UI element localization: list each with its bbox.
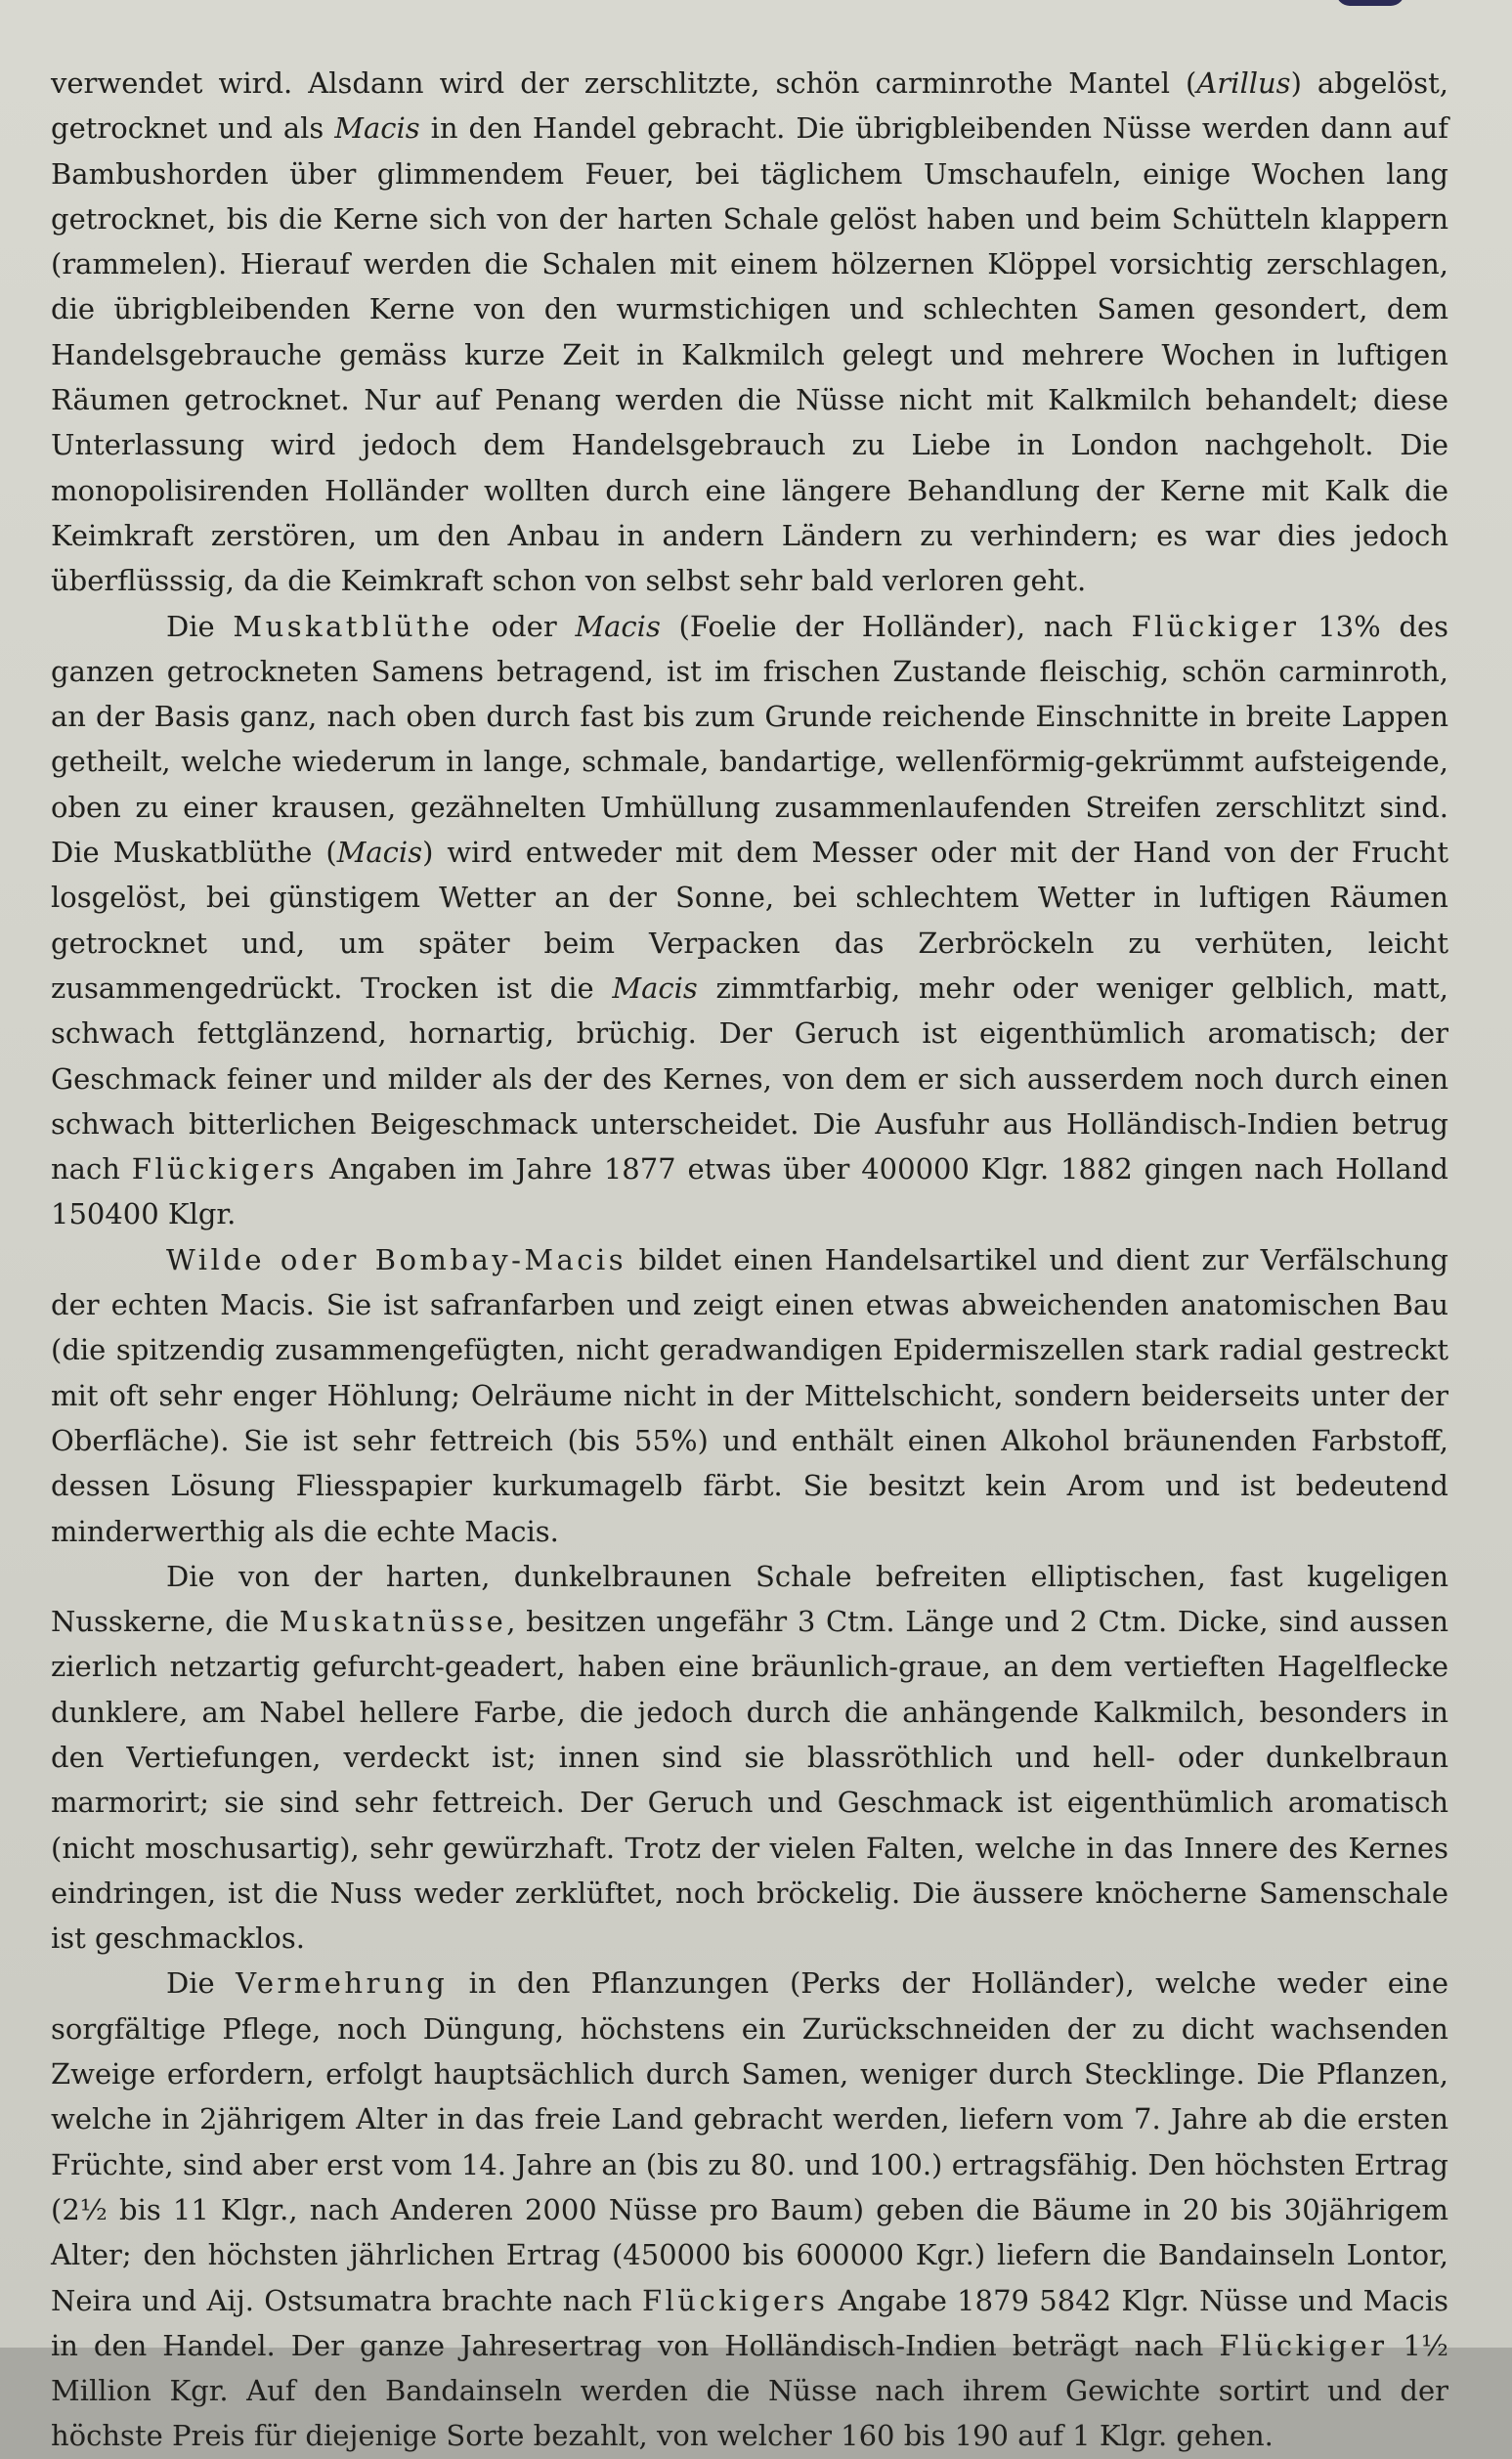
paragraph: [51, 1237, 1448, 1554]
italic-term: Arillus: [1196, 66, 1291, 100]
page-text: [51, 61, 1448, 2459]
spaced-term: Vermehrung: [236, 1966, 449, 2001]
text-run: Die von der harten, dunkelbraunen Schale befreiten elliptischen, fast kugeligen Nusskerne, die: [51, 1559, 1448, 1639]
italic-term: Macis: [334, 111, 420, 146]
paragraph: [51, 1961, 1448, 2458]
spaced-term: Flückiger: [1131, 609, 1300, 643]
corner-mark: [1336, 0, 1404, 6]
text-run: 13% des ganzen getrockneten Samens betragend, ist im frischen Zustande fleischig, schön carminroth, an der Basis ganz, nach oben durch fast bis zum Grunde reichende Einschnitte in breite Lappen getheilt, welche wiederum in lange, schmale, bandartige, wellenförmig-gekrümmt aufsteigende, oben zu einer krausen, gezähnelten Umhüllung zusammenlaufenden Streifen zerschlitzt sind. Die Muskatblüthe (: [51, 609, 1449, 870]
text-run: (Foelie der Holländer), nach: [660, 609, 1132, 643]
text-run: 1½ Million Kgr. Auf den Bandainseln werden die Nüsse nach ihrem Gewichte sortirt und der höchste Preis für diejenige Sorte bezahlt, von welcher 160 bis 190 auf 1 Klgr. gehen.: [51, 2328, 1449, 2453]
text-run: Angabe 1879 5842 Klgr. Nüsse und Macis in den Handel. Der ganze Jahresertrag von Holländisch-Indien beträgt nach: [51, 2283, 1448, 2362]
paragraph: [51, 604, 1448, 1237]
italic-term: Macis: [336, 836, 423, 870]
text-run: , besitzen ungefähr 3 Ctm. Länge und 2 Ctm. Dicke, sind aussen zierlich netzartig gefurcht-geadert, haben eine bräunlich-graue, an dem vertieften Hagelflecke dunklere, am Nabel hellere Farbe, die jedoch durch die anhängende Kalkmilch, besonders in den Vertiefungen, verdeckt ist; innen sind sie blassröthlich und hell- oder dunkelbraun marmorirt; sie sind sehr fettreich. Der Geruch und Geschmack ist eigenthümlich aromatisch (nicht moschusartig), sehr gewürzhaft. Trotz der vielen Falten, welche in das Innere des Kernes eindringen, ist die Nuss weder zerklüftet, noch bröckelig. Die äussere knöcherne Samenschale ist geschmacklos.: [51, 1605, 1448, 1956]
text-run: verwendet wird. Alsdann wird der zerschlitzte, schön carminrothe Mantel (: [51, 66, 1197, 100]
spaced-term: Wilde oder Bombay-Macis: [166, 1242, 627, 1276]
text-run: Angaben im Jahre 1877 etwas über 400000 Klgr. 1882 gingen nach Holland 150400 Klgr.: [51, 1152, 1448, 1231]
text-run: bildet einen Handelsartikel und dient zur Verfälschung der echten Macis. Sie ist safranfarben und zeigt einen etwas abweichenden anatomischen Bau (die spitzendig zusammengefügten, nicht geradwandigen Epidermiszellen stark radial gestreckt mit oft sehr enger Höhlung; Oelräume nicht in der Mittelschicht, sondern beiderseits unter der Oberfläche). Sie ist sehr fettreich (bis 55%) und enthält einen Alkohol bräunenden Farbstoff, dessen Lösung Fliesspapier kurkumagelb färbt. Sie besitzt kein Arom und ist bedeutend minderwerthig als die echte Macis.: [51, 1242, 1448, 1548]
text-run: in den Handel gebracht. Die übrigbleibenden Nüsse werden dann auf Bambushorden über glimmendem Feuer, bei täglichem Umschaufeln, einige Wochen lang getrocknet, bis die Kerne sich von der harten Schale gelöst haben und beim Schütteln klappern (rammelen). Hierauf werden die Schalen mit einem hölzernen Klöppel vorsichtig zerschlagen, die übrigbleibenden Kerne von den wurmstichigen und schlechten Samen gesondert, dem Handelsgebrauche gemäss kurze Zeit in Kalkmilch gelegt und mehrere Wochen in luftigen Räumen getrocknet. Nur auf Penang werden die Nüsse nicht mit Kalkmilch behandelt; diese Unterlassung wird jedoch dem Handelsgebrauch zu Liebe in London nachgeholt. Die monopolisirenden Holländer wollten durch eine längere Behandlung der Kerne mit Kalk die Keimkraft zerstören, um den Anbau in andern Ländern zu verhindern; es war dies jedoch überflüsssig, da die Keimkraft schon von selbst sehr bald verloren geht.: [51, 111, 1448, 598]
text-run: ) abgelöst, getrocknet und als: [51, 66, 1448, 146]
text-run: zimmtfarbig, mehr oder weniger gelblich, matt, schwach fettglänzend, hornartig, brüchig. Der Geruch ist eigenthümlich aromatisch; der Geschmack feiner und milder als der des Kernes, von dem er sich ausserdem noch durch einen schwach bitterlichen Beigeschmack unterscheidet. Die Ausfuhr aus Holländisch-Indien betrug nach: [51, 971, 1448, 1186]
spaced-term: Flückigers: [641, 2283, 829, 2317]
italic-term: Macis: [575, 609, 661, 643]
text-run: in den Pflanzungen (Perks der Holländer), welche weder eine sorgfältige Pflege, noch Düngung, höchstens ein Zurückschneiden der zu dicht wachsenden Zweige erfordern, erfolgt hauptsächlich durch Samen, weniger durch Stecklinge. Die Pflanzen, welche in 2jährigem Alter in das freie Land gebracht werden, liefern vom 7. Jahre ab die ersten Früchte, sind aber erst vom 14. Jahre an (bis zu 80. und 100.) ertragsfähig. Den höchsten Ertrag (2½ bis 11 Klgr., nach Anderen 2000 Nüsse pro Baum) geben die Bäume in 20 bis 30jährigem Alter; den höchsten jährlichen Ertrag (450000 bis 600000 Kgr.) liefern die Bandainseln Lontor, Neira und Aij. Ostsumatra brachte nach: [51, 1966, 1448, 2317]
spaced-term: Flückiger: [1219, 2328, 1388, 2362]
spaced-term: Muskatblüthe: [233, 609, 473, 643]
text-run: ) wird entweder mit dem Messer oder mit der Hand von der Frucht losgelöst, bei günstigem Wetter an der Sonne, bei schlechtem Wetter in luftigen Räumen getrocknet und, um später beim Verpacken das Zerbröckeln zu verhüten, leicht zusammengedrückt. Trocken ist die: [51, 836, 1448, 1005]
text-run: oder: [472, 609, 576, 643]
text-run: Die: [166, 609, 234, 643]
paragraph: [51, 1554, 1448, 1962]
paragraph: [51, 61, 1448, 604]
spaced-term: Muskatnüsse: [279, 1605, 507, 1639]
spaced-term: Flückigers: [131, 1152, 319, 1186]
italic-term: Macis: [612, 971, 698, 1005]
text-run: Die: [166, 1966, 237, 2001]
